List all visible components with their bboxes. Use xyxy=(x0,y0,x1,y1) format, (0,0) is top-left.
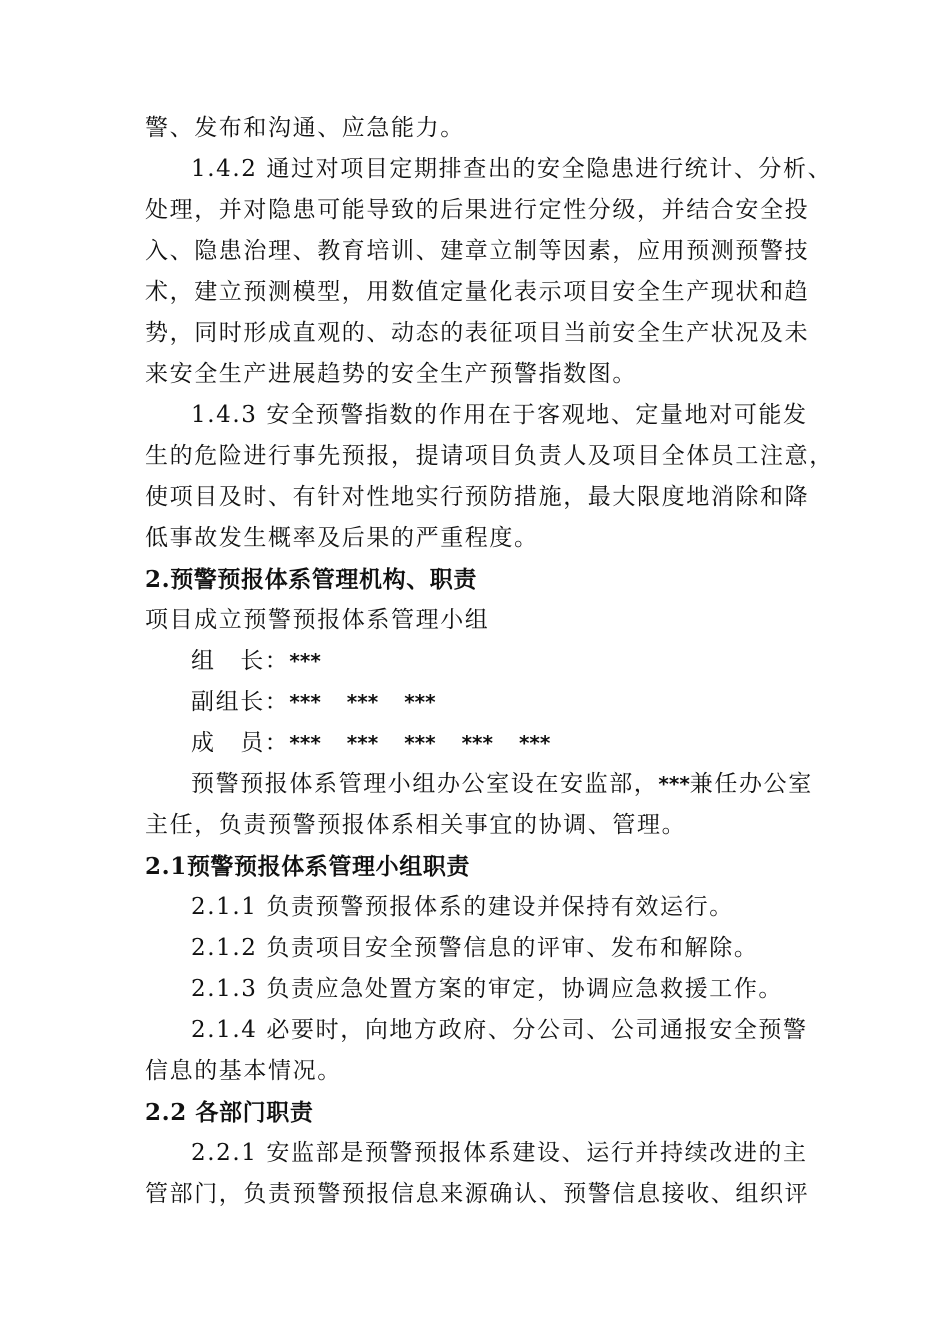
office-line xyxy=(145,764,825,805)
paragraph-line: 主任，负责预警预报体系相关事宜的协调、管理。 xyxy=(145,812,687,838)
section-heading: 2.2 各部门职责 xyxy=(145,1099,314,1126)
paragraph-line: 警、发布和沟通、应急能力。 xyxy=(145,115,465,141)
document-page xyxy=(145,108,834,1215)
paragraph-line: 低事故发生概率及后果的严重程度。 xyxy=(145,525,539,551)
team-member-value: *** xyxy=(289,731,321,755)
paragraph-line: 1.4.2 通过对项目定期排查出的安全隐患进行统计、分析、 xyxy=(191,156,833,182)
team-leader-row xyxy=(145,641,825,682)
team-deputy-label: 副组长： xyxy=(191,689,290,715)
paragraph-line: 来安全生产进展趋势的安全生产预警指数图。 xyxy=(145,361,637,387)
team-member-value: *** xyxy=(518,731,551,755)
office-director: *** xyxy=(658,772,690,796)
paragraph-line: 使项目及时、有针对性地实行预防措施，最大限度地消除和降 xyxy=(145,484,810,510)
paragraph-line: 信息的基本情况。 xyxy=(145,1058,342,1084)
team-leader-value: *** xyxy=(289,649,321,673)
team-member-value: *** xyxy=(346,731,379,755)
paragraph-line: 生的危险进行事先预报，提请项目负责人及项目全体员工注意， xyxy=(145,443,834,469)
paragraph-line: 2.1.4 必要时，向地方政府、分公司、公司通报安全预警 xyxy=(191,1017,808,1043)
paragraph-line: 2.1.3 负责应急处置方案的审定，协调应急救援工作。 xyxy=(191,976,784,1002)
office-text: 预警预报体系管理小组办公室设在安监部， xyxy=(191,771,659,797)
team-member-value: *** xyxy=(461,731,493,755)
paragraph-line: 入、隐患治理、教育培训、建章立制等因素，应用预测预警技 xyxy=(145,238,810,264)
team-member-row xyxy=(145,723,825,764)
paragraph-line: 势，同时形成直观的、动态的表征项目当前安全生产状况及未 xyxy=(145,320,810,346)
team-leader-label: 组 长： xyxy=(191,648,290,674)
team-deputy-value: *** xyxy=(404,690,436,714)
paragraph-line: 1.4.3 安全预警指数的作用在于客观地、定量地对可能发 xyxy=(191,402,808,428)
paragraph-line: 管部门，负责预警预报信息来源确认、预警信息接收、组织评 xyxy=(145,1181,810,1207)
paragraph-line: 2.1.1 负责预警预报体系的建设并保持有效运行。 xyxy=(191,894,734,920)
paragraph-line: 处理，并对隐患可能导致的后果进行定性分级，并结合安全投 xyxy=(145,197,810,223)
team-deputy-value: *** xyxy=(289,690,321,714)
paragraph-line: 术，建立预测模型，用数值定量化表示项目安全生产现状和趋 xyxy=(145,279,810,305)
team-member-label: 成 员： xyxy=(191,730,290,756)
paragraph-line: 2.1.2 负责项目安全预警信息的评审、发布和解除。 xyxy=(191,935,759,961)
team-deputy-value: *** xyxy=(346,690,379,714)
paragraph-line: 2.2.1 安监部是预警预报体系建设、运行并持续改进的主 xyxy=(191,1140,808,1166)
team-member-value: *** xyxy=(404,731,436,755)
paragraph-line: 项目成立预警预报体系管理小组 xyxy=(145,607,490,633)
section-heading: 2.1预警预报体系管理小组职责 xyxy=(145,853,471,880)
office-text: 兼任办公室 xyxy=(689,771,813,797)
team-deputy-row xyxy=(145,682,825,723)
section-heading: 2.预警预报体系管理机构、职责 xyxy=(145,566,478,593)
